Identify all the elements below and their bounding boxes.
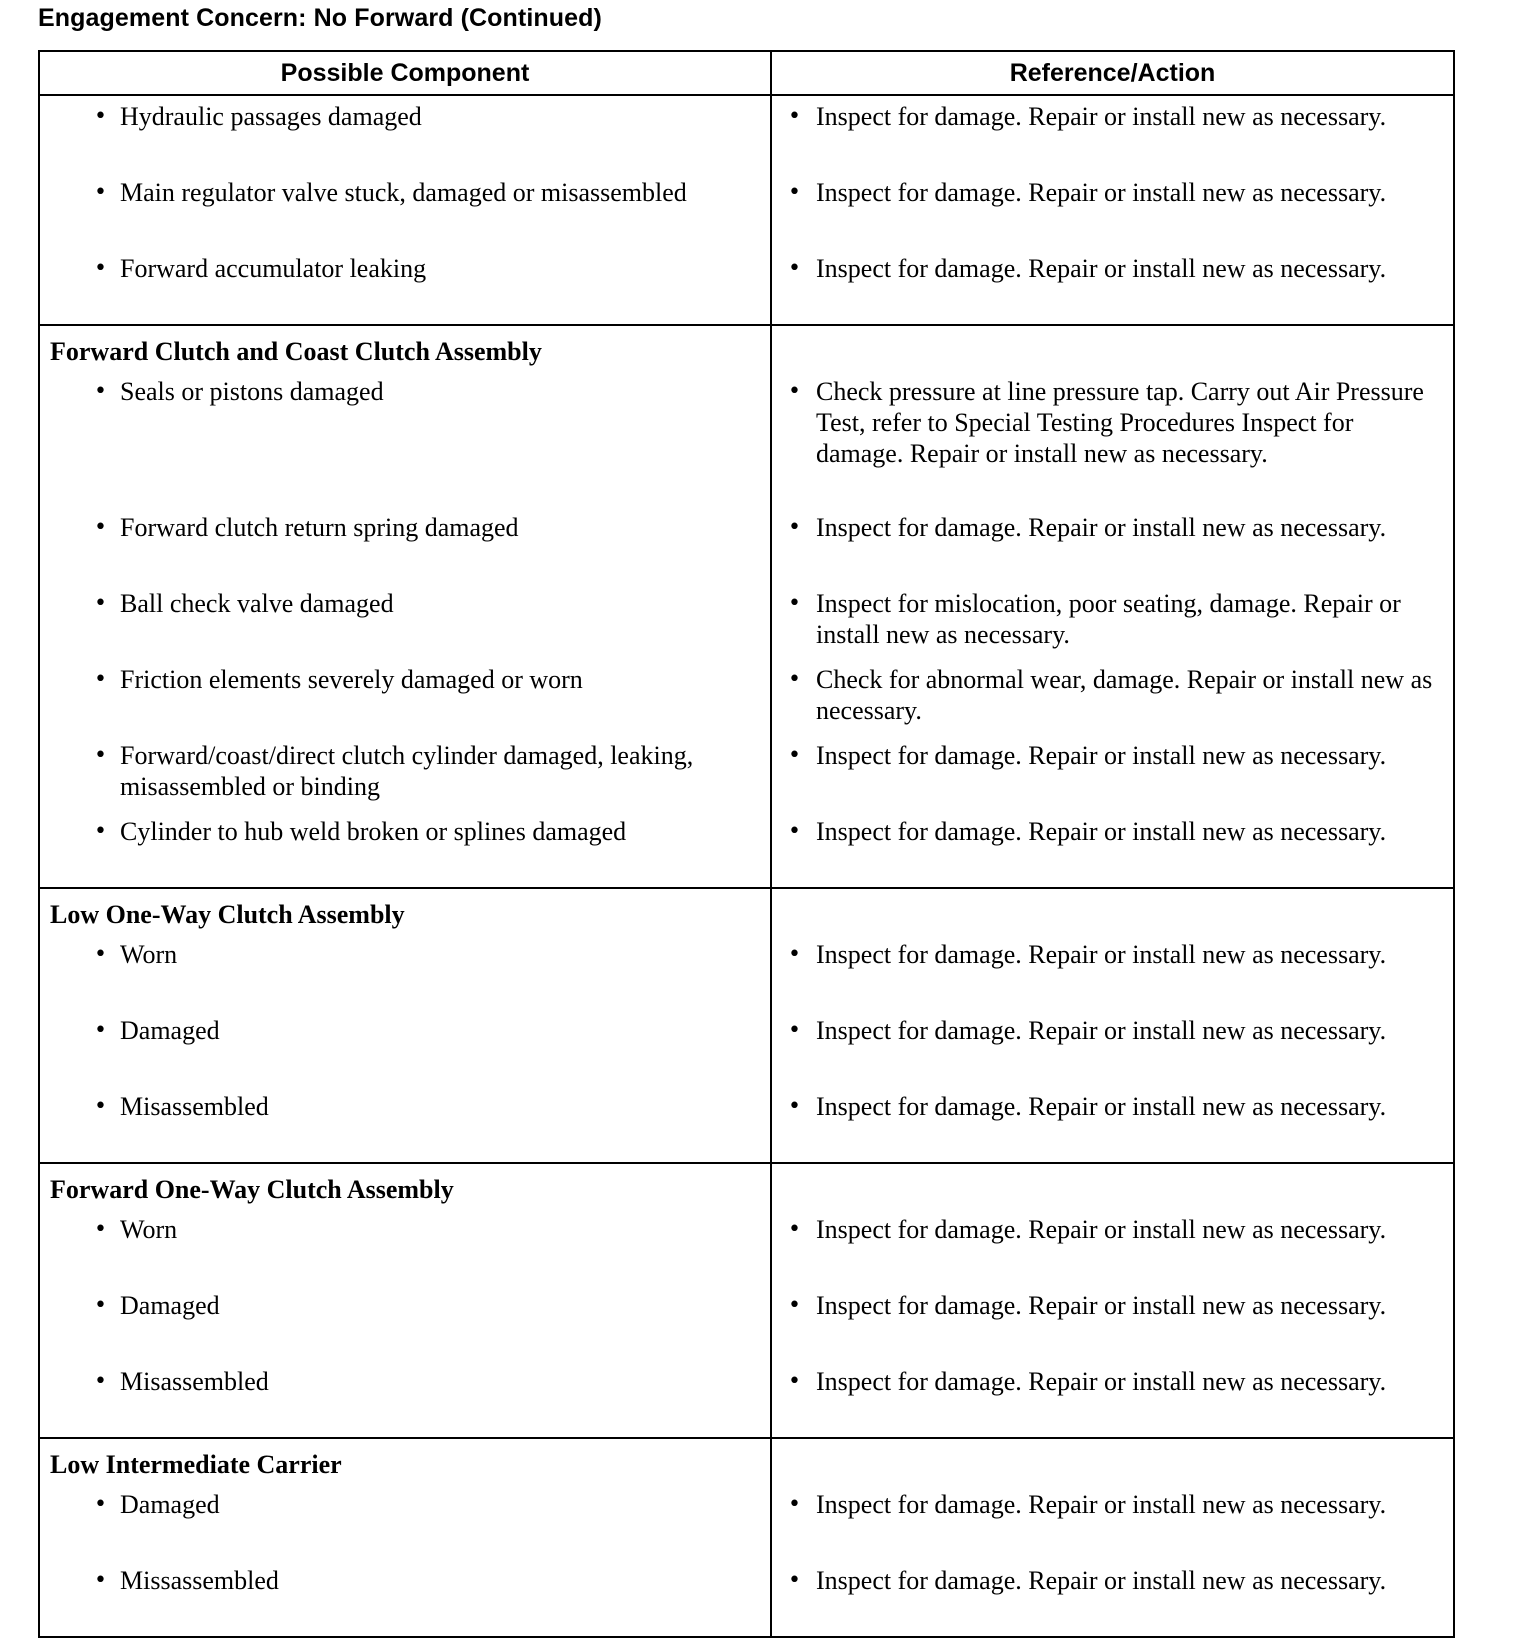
action-item: [772, 659, 1453, 735]
component-item: [40, 583, 770, 659]
group-heading-cell: [39, 325, 771, 371]
action-cell: [771, 507, 1454, 583]
bullet-icon: •: [788, 515, 801, 540]
component-cell: [39, 507, 771, 583]
action-cell: [771, 371, 1454, 507]
action-item: [772, 172, 1453, 248]
component-cell: [39, 583, 771, 659]
component-item: [40, 659, 770, 735]
group-heading-cell: [39, 1438, 771, 1484]
action-item: [772, 1209, 1453, 1285]
component-item: [40, 248, 770, 324]
action-cell: [771, 1285, 1454, 1361]
action-cell: [771, 735, 1454, 811]
component-cell: [39, 1361, 771, 1438]
action-text: Inspect for damage. Repair or install new as necessary.: [816, 1291, 1387, 1320]
action-text: Inspect for damage. Repair or install new as necessary.: [816, 1367, 1387, 1396]
action-cell: [771, 583, 1454, 659]
action-item: [772, 371, 1453, 507]
bullet-icon: •: [788, 591, 801, 616]
component-item: [40, 172, 770, 248]
empty-cell: [771, 325, 1454, 371]
bullet-icon: •: [94, 667, 107, 692]
action-item: [772, 507, 1453, 583]
component-text: Forward/coast/direct clutch cylinder damaged, leaking, misassembled or binding: [120, 741, 694, 801]
bullet-icon: •: [788, 1217, 801, 1242]
action-text: Inspect for damage. Repair or install new as necessary.: [816, 1016, 1387, 1045]
action-item: [772, 96, 1453, 172]
component-cell: [39, 1560, 771, 1637]
table-row: [39, 95, 1454, 172]
bullet-icon: •: [788, 1369, 801, 1394]
component-text: Forward clutch return spring damaged: [120, 513, 519, 542]
component-item: [40, 1285, 770, 1361]
component-text: Worn: [120, 1215, 178, 1244]
component-text: Misassembled: [120, 1092, 269, 1121]
action-cell: [771, 1209, 1454, 1285]
bullet-icon: •: [94, 819, 107, 844]
table-row: [39, 248, 1454, 325]
table-row: [39, 1484, 1454, 1560]
component-text: Main regulator valve stuck, damaged or misassembled: [120, 178, 687, 207]
component-text: Misassembled: [120, 1367, 269, 1396]
table-row: [39, 811, 1454, 888]
action-cell: [771, 1484, 1454, 1560]
component-text: Worn: [120, 940, 178, 969]
component-item: [40, 1010, 770, 1086]
bullet-icon: •: [94, 1293, 107, 1318]
table-row: [39, 1086, 1454, 1163]
group-heading-row: [39, 325, 1454, 371]
bullet-icon: •: [94, 1568, 107, 1593]
component-text: Damaged: [120, 1016, 220, 1045]
component-item: [40, 507, 770, 583]
component-text: Damaged: [120, 1490, 220, 1519]
action-text: Inspect for damage. Repair or install new as necessary.: [816, 1092, 1387, 1121]
action-text: Inspect for damage. Repair or install new as necessary.: [816, 102, 1387, 131]
group-heading-row: [39, 1163, 1454, 1209]
bullet-icon: •: [788, 180, 801, 205]
group-heading: Low One-Way Clutch Assembly: [50, 900, 405, 929]
action-cell: [771, 248, 1454, 325]
bullet-icon: •: [788, 1568, 801, 1593]
table-row: [39, 371, 1454, 507]
page-title: Engagement Concern: No Forward (Continued): [38, 4, 602, 32]
table-row: [39, 735, 1454, 811]
group-heading: Low Intermediate Carrier: [50, 1450, 342, 1479]
component-cell: [39, 248, 771, 325]
component-item: [40, 1484, 770, 1560]
table-row: [39, 1209, 1454, 1285]
action-item: [772, 248, 1453, 324]
table-row: [39, 1361, 1454, 1438]
component-text: Damaged: [120, 1291, 220, 1320]
action-item: [772, 934, 1453, 1010]
bullet-icon: •: [94, 515, 107, 540]
table-header-row: [39, 51, 1454, 95]
component-item: [40, 96, 770, 172]
component-cell: [39, 172, 771, 248]
action-text: Check for abnormal wear, damage. Repair or install new as necessary.: [816, 665, 1433, 725]
action-item: [772, 735, 1453, 811]
action-cell: [771, 1010, 1454, 1086]
action-item: [772, 1010, 1453, 1086]
action-item: [772, 1086, 1453, 1162]
component-item: [40, 1086, 770, 1162]
bullet-icon: •: [788, 819, 801, 844]
component-text: Forward accumulator leaking: [120, 254, 427, 283]
action-item: [772, 811, 1453, 887]
action-text: Inspect for mislocation, poor seating, damage. Repair or install new as necessary.: [816, 589, 1401, 649]
component-item: [40, 1361, 770, 1437]
bullet-icon: •: [94, 1018, 107, 1043]
component-text: Ball check valve damaged: [120, 589, 394, 618]
action-text: Inspect for damage. Repair or install new as necessary.: [816, 1566, 1387, 1595]
bullet-icon: •: [94, 1217, 107, 1242]
bullet-icon: •: [94, 743, 107, 768]
component-text: Missassembled: [120, 1566, 279, 1595]
component-cell: [39, 1484, 771, 1560]
empty-cell: [771, 1438, 1454, 1484]
component-cell: [39, 659, 771, 735]
action-cell: [771, 172, 1454, 248]
diagnostic-table: [38, 50, 1455, 1638]
table-row: [39, 1010, 1454, 1086]
action-text: Inspect for damage. Repair or install new as necessary.: [816, 254, 1387, 283]
bullet-icon: •: [788, 379, 801, 404]
component-cell: [39, 934, 771, 1010]
component-item: [40, 1560, 770, 1636]
action-item: [772, 1285, 1453, 1361]
group-heading: Forward One-Way Clutch Assembly: [50, 1175, 454, 1204]
bullet-icon: •: [788, 1094, 801, 1119]
component-item: [40, 735, 770, 811]
action-cell: [771, 1361, 1454, 1438]
table-row: [39, 1285, 1454, 1361]
component-cell: [39, 1086, 771, 1163]
table-row: [39, 172, 1454, 248]
column-header-component: Possible Component: [39, 51, 771, 95]
bullet-icon: •: [94, 1492, 107, 1517]
action-text: Inspect for damage. Repair or install new as necessary.: [816, 178, 1387, 207]
action-cell: [771, 1086, 1454, 1163]
component-item: [40, 1209, 770, 1285]
component-cell: [39, 1285, 771, 1361]
column-header-action: Reference/Action: [771, 51, 1454, 95]
bullet-icon: •: [94, 256, 107, 281]
component-text: Seals or pistons damaged: [120, 377, 384, 406]
action-cell: [771, 1560, 1454, 1637]
bullet-icon: •: [788, 1492, 801, 1517]
bullet-icon: •: [788, 667, 801, 692]
component-cell: [39, 735, 771, 811]
action-text: Inspect for damage. Repair or install new as necessary.: [816, 817, 1387, 846]
action-text: Inspect for damage. Repair or install new as necessary.: [816, 1215, 1387, 1244]
component-cell: [39, 95, 771, 172]
group-heading-cell: [39, 888, 771, 934]
component-text: Hydraulic passages damaged: [120, 102, 422, 131]
component-item: [40, 934, 770, 1010]
bullet-icon: •: [94, 1094, 107, 1119]
bullet-icon: •: [94, 942, 107, 967]
bullet-icon: •: [788, 1293, 801, 1318]
bullet-icon: •: [94, 591, 107, 616]
action-cell: [771, 95, 1454, 172]
action-text: Inspect for damage. Repair or install new as necessary.: [816, 1490, 1387, 1519]
group-heading-cell: [39, 1163, 771, 1209]
action-item: [772, 1560, 1453, 1636]
component-item: [40, 371, 770, 507]
component-cell: [39, 811, 771, 888]
empty-cell: [771, 888, 1454, 934]
bullet-icon: •: [94, 1369, 107, 1394]
component-cell: [39, 371, 771, 507]
bullet-icon: •: [788, 743, 801, 768]
table-row: [39, 659, 1454, 735]
action-cell: [771, 811, 1454, 888]
component-text: Friction elements severely damaged or worn: [120, 665, 583, 694]
action-cell: [771, 659, 1454, 735]
action-text: Inspect for damage. Repair or install new as necessary.: [816, 513, 1387, 542]
bullet-icon: •: [94, 104, 107, 129]
bullet-icon: •: [788, 256, 801, 281]
table-row: [39, 934, 1454, 1010]
empty-cell: [771, 1163, 1454, 1209]
action-text: Inspect for damage. Repair or install new as necessary.: [816, 741, 1387, 770]
table-row: [39, 1560, 1454, 1637]
bullet-icon: •: [94, 379, 107, 404]
component-item: [40, 811, 770, 887]
component-text: Cylinder to hub weld broken or splines damaged: [120, 817, 627, 846]
bullet-icon: •: [94, 180, 107, 205]
group-heading: Forward Clutch and Coast Clutch Assembly: [50, 337, 542, 366]
table-row: [39, 583, 1454, 659]
group-heading-row: [39, 1438, 1454, 1484]
action-text: Check pressure at line pressure tap. Carry out Air Pressure Test, refer to Special Testing Procedures Inspect for damage. Repair or install new as necessary.: [816, 377, 1424, 468]
component-cell: [39, 1010, 771, 1086]
table-row: [39, 507, 1454, 583]
action-cell: [771, 934, 1454, 1010]
bullet-icon: •: [788, 1018, 801, 1043]
action-item: [772, 583, 1453, 659]
action-text: Inspect for damage. Repair or install new as necessary.: [816, 940, 1387, 969]
bullet-icon: •: [788, 942, 801, 967]
component-cell: [39, 1209, 771, 1285]
action-item: [772, 1484, 1453, 1560]
group-heading-row: [39, 888, 1454, 934]
action-item: [772, 1361, 1453, 1437]
bullet-icon: •: [788, 104, 801, 129]
